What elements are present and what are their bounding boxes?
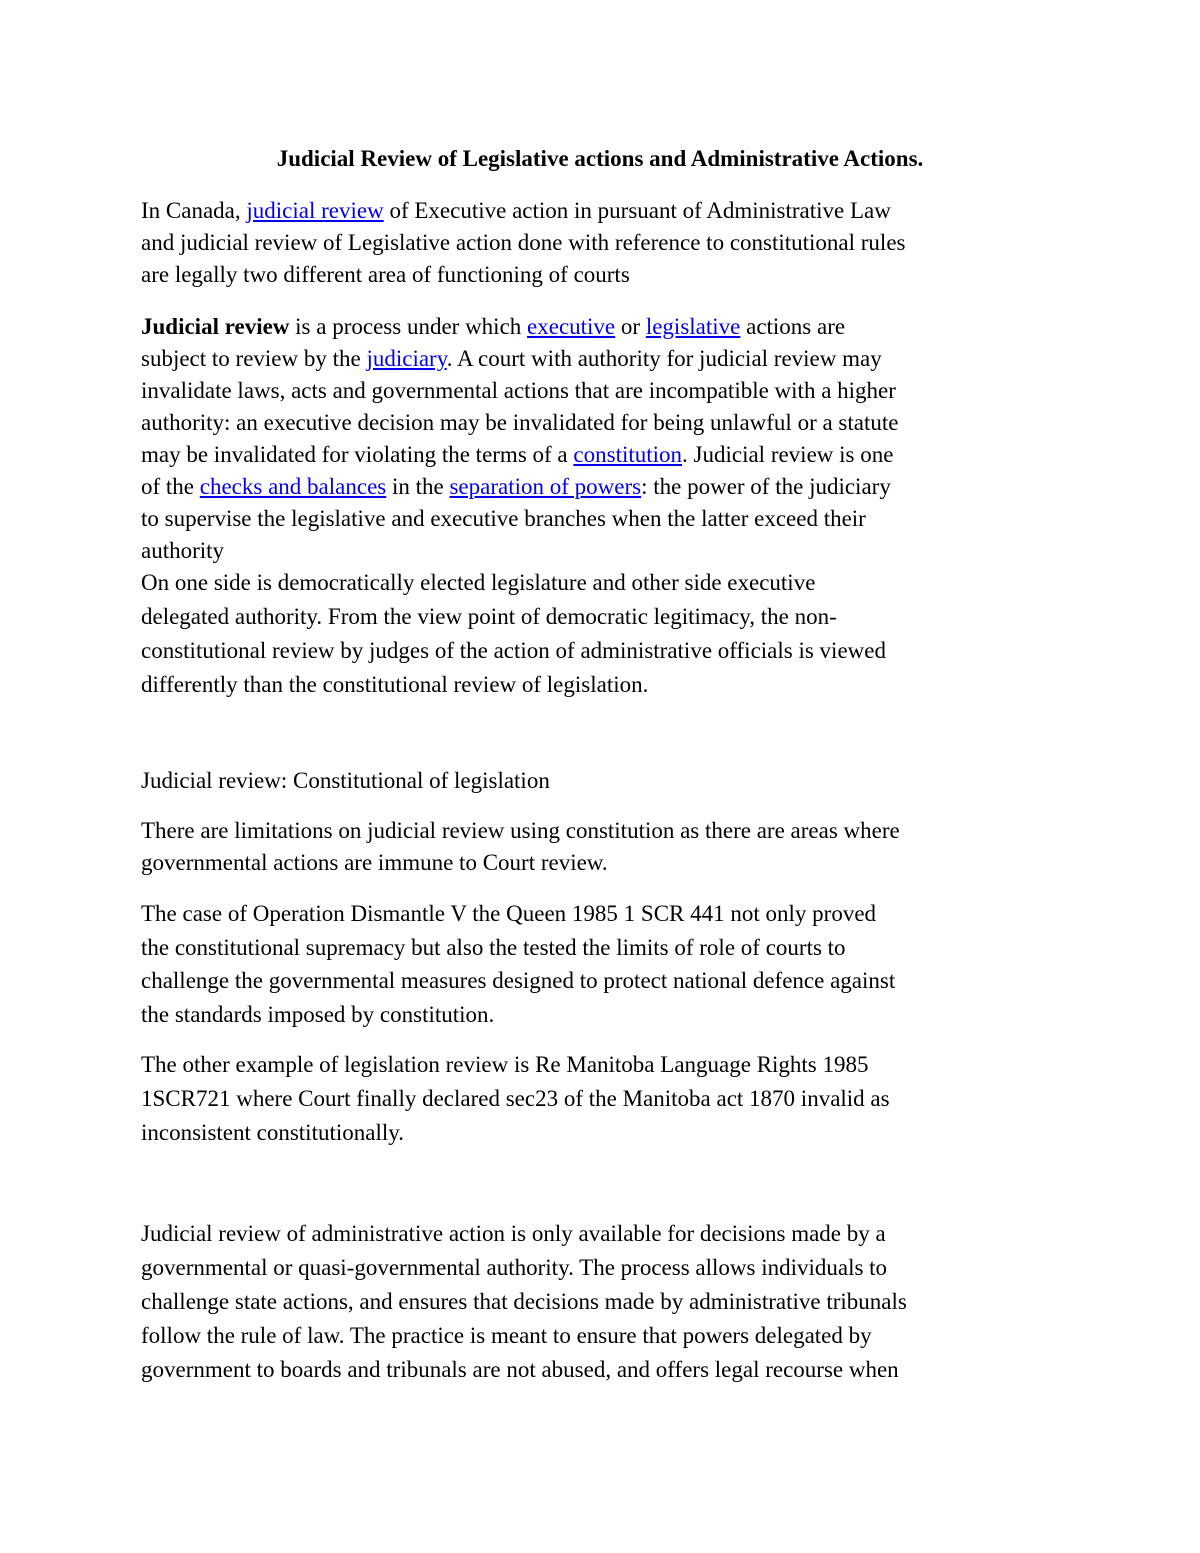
text-line: governmental actions are immune to Court review. <box>141 850 608 875</box>
document-title: Judicial Review of Legislative actions and Administrative Actions. <box>276 146 924 171</box>
text-line: and judicial review of Legislative action done with reference to constitutional rules <box>141 230 906 255</box>
text-line: 1SCR721 where Court finally declared sec23 of the Manitoba act 1870 invalid as <box>141 1086 890 1111</box>
text-line: inconsistent constitutionally. <box>141 1120 404 1145</box>
link-judiciary[interactable]: judiciary <box>366 346 447 371</box>
administrative-review-paragraph <box>141 1218 1066 1386</box>
link-constitution[interactable]: constitution <box>573 442 683 467</box>
text-line: delegated authority. From the view point of democratic legitimacy, the non- <box>141 604 837 629</box>
link-separation-of-powers[interactable]: separation of powers <box>449 474 642 499</box>
text-line: subject to review by the judiciary. A court with authority for judicial review may <box>141 346 882 371</box>
text-line: The other example of legislation review is Re Manitoba Language Rights 1985 <box>141 1052 869 1077</box>
limitations-paragraph <box>141 815 1066 879</box>
text-line: differently than the constitutional review of legislation. <box>141 672 649 697</box>
text-line: the standards imposed by constitution. <box>141 1002 495 1027</box>
text-line: to supervise the legislative and executive branches when the latter exceed their <box>141 506 866 531</box>
text-line: challenge the governmental measures designed to protect national defence against <box>141 968 896 993</box>
text-line: follow the rule of law. The practice is meant to ensure that powers delegated by <box>141 1323 872 1348</box>
text-line: government to boards and tribunals are not abused, and offers legal recourse when <box>141 1357 899 1382</box>
bold-term: Judicial review <box>141 314 290 339</box>
text-line: There are limitations on judicial review using constitution as there are areas where <box>141 818 900 843</box>
text-line: challenge state actions, and ensures that decisions made by administrative tribunals <box>141 1289 907 1314</box>
text-line: authority: an executive decision may be invalidated for being unlawful or a statute <box>141 410 899 435</box>
text-line: invalidate laws, acts and governmental actions that are incompatible with a higher <box>141 378 896 403</box>
definition-paragraph <box>141 311 1066 701</box>
text-line: of the checks and balances in the separation of powers: the power of the judiciary <box>141 474 891 499</box>
text-line: may be invalidated for violating the terms of a constitution. Judicial review is one <box>141 442 894 467</box>
link-legislative[interactable]: legislative <box>645 314 741 339</box>
text-line: are legally two different area of functioning of courts <box>141 262 630 287</box>
text-line: constitutional review by judges of the action of administrative officials is viewed <box>141 638 886 663</box>
text-line: On one side is democratically elected legislature and other side executive <box>141 570 816 595</box>
link-executive[interactable]: executive <box>527 314 616 339</box>
text-line: The case of Operation Dismantle V the Queen 1985 1 SCR 441 not only proved <box>141 901 877 926</box>
link-judicial-review[interactable]: judicial review <box>246 198 384 223</box>
intro-paragraph <box>141 195 1066 291</box>
text-line: In Canada, judicial review of Executive action in pursuant of Administrative Law <box>141 198 891 223</box>
text-line: governmental or quasi-governmental authority. The process allows individuals to <box>141 1255 888 1280</box>
link-checks-and-balances[interactable]: checks and balances <box>199 474 387 499</box>
manitoba-paragraph <box>141 1049 1066 1149</box>
text-line: Judicial review of administrative action is only available for decisions made by a <box>141 1221 886 1246</box>
text-line: authority <box>141 538 225 563</box>
section-heading <box>141 765 1066 797</box>
text-line: the constitutional supremacy but also the tested the limits of role of courts to <box>141 935 846 960</box>
operation-dismantle-paragraph <box>141 898 1066 1031</box>
text-line: Judicial review: Constitutional of legislation <box>141 768 550 793</box>
text-line: Judicial review is a process under which executive or legislative actions are <box>141 314 846 339</box>
